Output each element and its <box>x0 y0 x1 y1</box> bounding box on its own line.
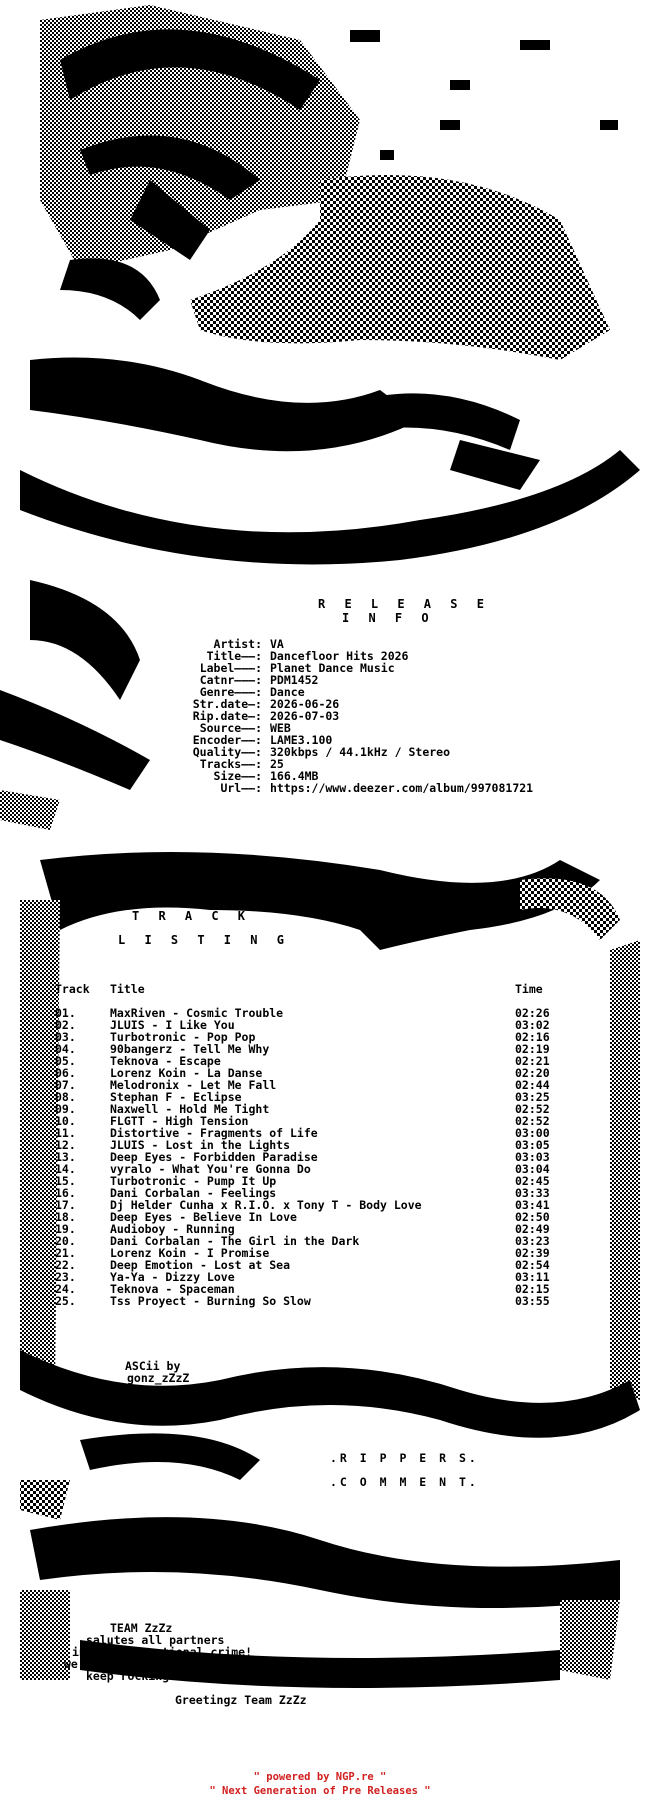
track-time: 03:23 <box>515 1234 550 1248</box>
col-track-header: Track <box>55 982 90 996</box>
track-number: 15. <box>55 1174 76 1188</box>
info-label: Title——: <box>206 649 262 663</box>
track-number: 24. <box>55 1282 76 1296</box>
track-time: 02:21 <box>515 1054 550 1068</box>
track-time: 03:00 <box>515 1126 550 1140</box>
top-figure-art <box>20 5 640 564</box>
track-title: Naxwell - Hold Me Tight <box>110 1102 270 1116</box>
info-label: Size——: <box>213 769 262 783</box>
track-number: 01. <box>55 1006 76 1020</box>
info-label: Rip.date—: <box>192 709 262 723</box>
track-time: 03:03 <box>515 1150 550 1164</box>
team-line3: in this educational crime! <box>72 1645 253 1659</box>
track-time: 02:49 <box>515 1222 550 1236</box>
release-heading: R E L E A S E <box>318 597 490 611</box>
footer-tagline: " Next Generation of Pre Releases " <box>209 1785 431 1797</box>
track-title: JLUIS - Lost in the Lights <box>110 1138 291 1152</box>
info-label: Str.date—: <box>192 697 262 711</box>
info-value: Dancefloor Hits 2026 <box>270 649 409 663</box>
track-title: Stephan F - Eclipse <box>110 1090 242 1104</box>
track-number: 11. <box>55 1126 76 1140</box>
track-title: 90bangerz - Tell Me Why <box>110 1042 270 1056</box>
track-time: 02:52 <box>515 1114 550 1128</box>
track-title: MaxRiven - Cosmic Trouble <box>110 1006 284 1020</box>
greetings: Greetingz Team ZzZz <box>175 1693 307 1707</box>
track-number: 18. <box>55 1210 76 1224</box>
track-title: Dj Helder Cunha x R.I.O. x Tony T - Body Love <box>110 1198 422 1212</box>
track-title: JLUIS - I Like You <box>110 1018 235 1032</box>
info-value: 25 <box>270 757 284 771</box>
track-number: 03. <box>55 1030 76 1044</box>
track-number: 21. <box>55 1246 76 1260</box>
track-time: 02:15 <box>515 1282 550 1296</box>
track-title: Deep Eyes - Believe In Love <box>110 1210 297 1224</box>
track-title: FLGTT - High Tension <box>110 1114 249 1128</box>
track-number: 19. <box>55 1222 76 1236</box>
track-heading: T R A C K <box>132 909 252 923</box>
track-title: Tss Proyect - Burning So Slow <box>110 1294 311 1308</box>
info-label: Genre———: <box>199 685 262 699</box>
track-number: 08. <box>55 1090 76 1104</box>
track-time: 03:04 <box>515 1162 550 1176</box>
col-title-header: Title <box>110 982 145 996</box>
comment-heading: .C O M M E N T. <box>330 1475 479 1489</box>
track-number: 12. <box>55 1138 76 1152</box>
footer-powered-by: " powered by NGP.re " <box>253 1771 387 1783</box>
track-number: 22. <box>55 1258 76 1272</box>
track-time: 02:52 <box>515 1102 550 1116</box>
info-label: Url——: <box>220 781 262 795</box>
track-number: 02. <box>55 1018 76 1032</box>
track-time: 03:11 <box>515 1270 550 1284</box>
info-value: 2026-06-26 <box>270 697 340 711</box>
track-title: Teknova - Escape <box>110 1054 221 1068</box>
track-number: 25. <box>55 1294 76 1308</box>
track-time: 03:02 <box>515 1018 550 1032</box>
track-time: 03:33 <box>515 1186 550 1200</box>
info-value: Dance <box>270 685 305 699</box>
info-value: VA <box>270 637 284 651</box>
track-title: Melodronix - Let Me Fall <box>110 1078 277 1092</box>
track-number: 06. <box>55 1066 76 1080</box>
track-title: Audioboy - Running <box>110 1222 235 1236</box>
info-value: LAME3.100 <box>270 733 333 747</box>
track-number: 17. <box>55 1198 76 1212</box>
track-number: 23. <box>55 1270 76 1284</box>
info-label: Quality——: <box>192 745 262 759</box>
track-time: 02:39 <box>515 1246 550 1260</box>
track-number: 20. <box>55 1234 76 1248</box>
track-title: Dani Corbalan - Feelings <box>110 1186 277 1200</box>
track-title: Dani Corbalan - The Girl in the Dark <box>110 1234 360 1248</box>
col-time-header: Time <box>515 982 543 996</box>
ascii-credit-line2: gonz_zZzZ <box>127 1371 190 1385</box>
info-label: Source——: <box>199 721 262 735</box>
track-time: 03:25 <box>515 1090 550 1104</box>
track-number: 05. <box>55 1054 76 1068</box>
track-time: 02:16 <box>515 1030 550 1044</box>
track-title: Ya-Ya - Dizzy Love <box>110 1270 235 1284</box>
track-time: 02:19 <box>515 1042 550 1056</box>
track-number: 04. <box>55 1042 76 1056</box>
listing-heading: L I S T I N G <box>118 933 290 947</box>
info-value: WEB <box>270 721 291 735</box>
info-label: Catnr———: <box>199 673 262 687</box>
track-number: 16. <box>55 1186 76 1200</box>
track-time: 02:54 <box>515 1258 550 1272</box>
left-swirl-art <box>0 580 150 830</box>
team-line2: salutes all partners <box>86 1633 225 1647</box>
track-time: 02:44 <box>515 1078 550 1092</box>
ascii-credit-line1: ASCii by <box>125 1359 181 1373</box>
team-line1: TEAM ZzZz <box>110 1621 173 1635</box>
track-number: 10. <box>55 1114 76 1128</box>
info-label: Artist: <box>213 637 262 651</box>
track-title: Teknova - Spaceman <box>110 1282 235 1296</box>
track-time: 03:55 <box>515 1294 550 1308</box>
info-heading: I N F O <box>342 611 435 625</box>
track-time: 03:41 <box>515 1198 550 1212</box>
track-title: Distortive - Fragments of Life <box>110 1126 318 1140</box>
info-value: 166.4MB <box>270 769 319 783</box>
track-number: 13. <box>55 1150 76 1164</box>
team-line5: keep rocking... <box>86 1669 190 1683</box>
track-number: 07. <box>55 1078 76 1092</box>
rippers-heading: .R I P P E R S. <box>330 1451 479 1465</box>
track-time: 03:05 <box>515 1138 550 1152</box>
info-value: 2026-07-03 <box>270 709 340 723</box>
track-time: 02:50 <box>515 1210 550 1224</box>
info-label: Tracks——: <box>199 757 262 771</box>
info-value: PDM1452 <box>270 673 319 687</box>
track-title: vyralo - What You're Gonna Do <box>110 1162 311 1176</box>
track-title: Lorenz Koin - I Promise <box>110 1246 270 1260</box>
track-title: Lorenz Koin - La Danse <box>110 1066 263 1080</box>
track-title: Turbotronic - Pop Pop <box>110 1030 256 1044</box>
track-number: 09. <box>55 1102 76 1116</box>
info-value: https://www.deezer.com/album/997081721 <box>270 781 534 795</box>
track-title: Deep Eyes - Forbidden Paradise <box>110 1150 318 1164</box>
track-number: 14. <box>55 1162 76 1176</box>
info-label: Label———: <box>199 661 262 675</box>
track-time: 02:20 <box>515 1066 550 1080</box>
track-title: Deep Emotion - Lost at Sea <box>110 1258 291 1272</box>
track-title: Turbotronic - Pump It Up <box>110 1174 277 1188</box>
info-value: Planet Dance Music <box>270 661 395 675</box>
team-line4: we thank all the fans, we will <box>64 1657 272 1671</box>
track-time: 02:26 <box>515 1006 550 1020</box>
track-time: 02:45 <box>515 1174 550 1188</box>
info-label: Encoder——: <box>192 733 262 747</box>
info-value: 320kbps / 44.1kHz / Stereo <box>270 745 451 759</box>
